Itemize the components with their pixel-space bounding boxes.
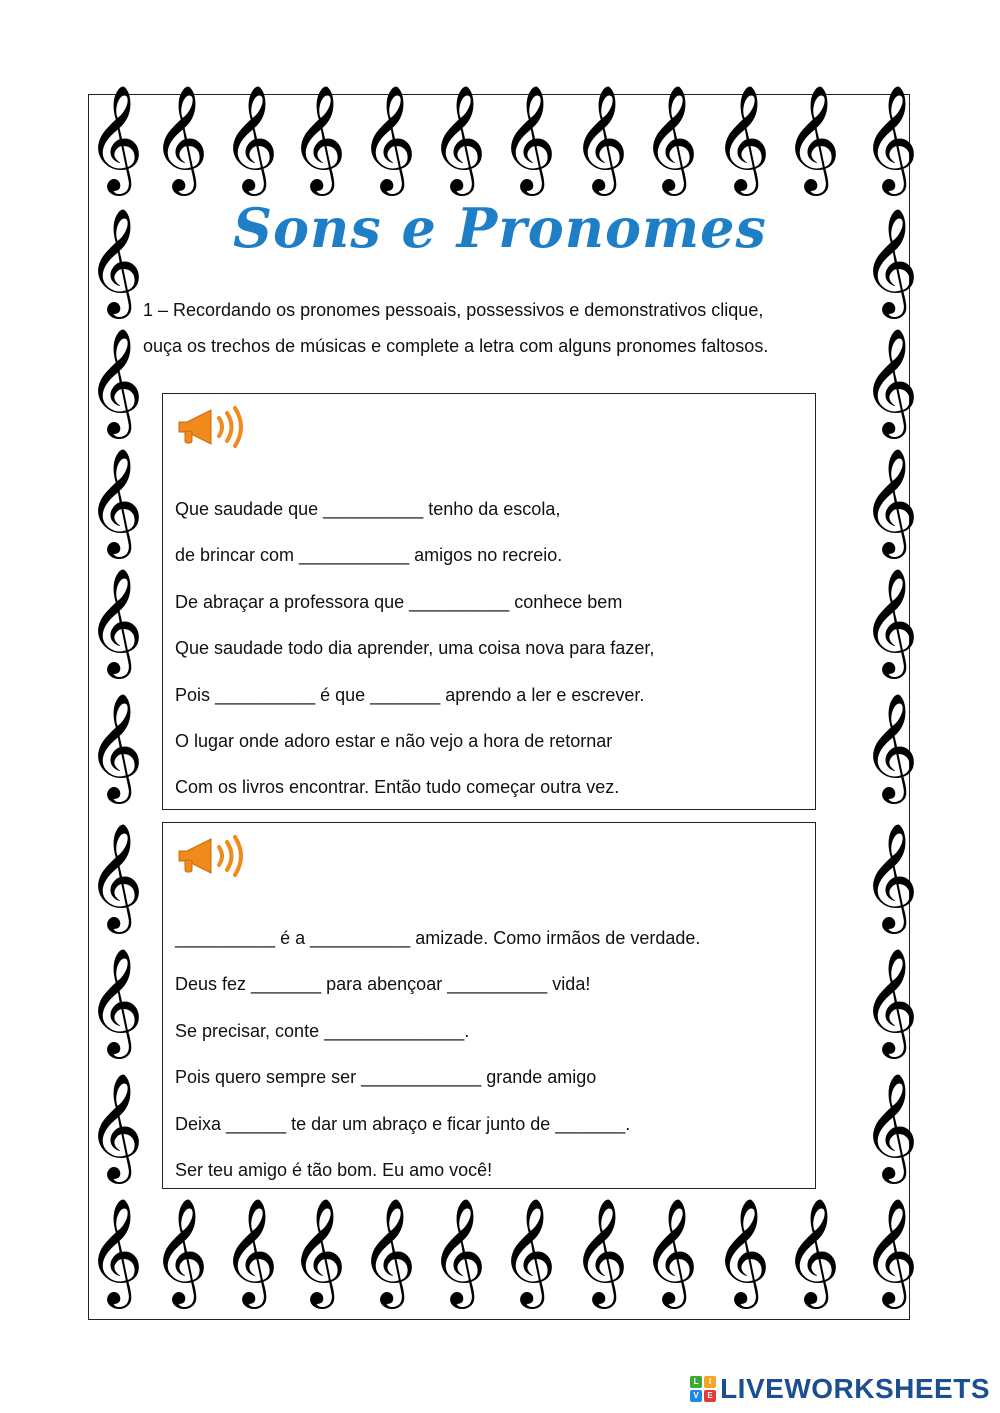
treble-clef-icon: 𝄞 bbox=[641, 1197, 699, 1304]
treble-clef-icon: 𝄞 bbox=[86, 207, 144, 314]
treble-clef-icon: 𝄞 bbox=[86, 1197, 144, 1304]
brand-watermark bbox=[690, 1373, 990, 1405]
brand-logo-icon bbox=[690, 1376, 716, 1402]
treble-clef-icon: 𝄞 bbox=[861, 822, 919, 929]
instructions bbox=[143, 292, 863, 364]
lyric-line[interactable]: Pois __________ é que _______ aprendo a ler e escrever. bbox=[175, 684, 645, 705]
treble-clef-icon: 𝄞 bbox=[86, 1072, 144, 1179]
lyric-line: Que saudade todo dia aprender, uma coisa nova para fazer, bbox=[175, 638, 655, 659]
treble-clef-icon: 𝄞 bbox=[86, 84, 144, 191]
treble-clef-icon: 𝄞 bbox=[151, 84, 209, 191]
treble-clef-icon: 𝄞 bbox=[861, 327, 919, 434]
treble-clef-icon: 𝄞 bbox=[86, 692, 144, 799]
lyric-line: Com os livros encontrar. Então tudo começar outra vez. bbox=[175, 777, 620, 798]
lyric-line: O lugar onde adoro estar e não vejo a hora de retornar bbox=[175, 731, 613, 752]
logo-letter: L bbox=[690, 1376, 702, 1388]
treble-clef-icon: 𝄞 bbox=[571, 1197, 629, 1304]
logo-letter: E bbox=[704, 1390, 716, 1402]
logo-letter: I bbox=[704, 1376, 716, 1388]
lyric-line[interactable]: De abraçar a professora que __________ conhece bem bbox=[175, 591, 623, 612]
treble-clef-icon: 𝄞 bbox=[783, 1197, 841, 1304]
lyric-line[interactable]: Deus fez _______ para abençoar __________ vida! bbox=[175, 974, 591, 995]
treble-clef-icon: 𝄞 bbox=[861, 84, 919, 191]
lyric-line[interactable]: Se precisar, conte ______________. bbox=[175, 1020, 470, 1041]
treble-clef-icon: 𝄞 bbox=[861, 947, 919, 1054]
treble-clef-icon: 𝄞 bbox=[359, 84, 417, 191]
treble-clef-icon: 𝄞 bbox=[861, 207, 919, 314]
treble-clef-icon: 𝄞 bbox=[713, 1197, 771, 1304]
lyric-line[interactable]: Que saudade que __________ tenho da escola, bbox=[175, 499, 561, 519]
treble-clef-icon: 𝄞 bbox=[86, 567, 144, 674]
treble-clef-icon: 𝄞 bbox=[861, 1197, 919, 1304]
treble-clef-icon: 𝄞 bbox=[641, 84, 699, 191]
treble-clef-icon: 𝄞 bbox=[86, 327, 144, 434]
instructions-line: ouça os trechos de músicas e complete a letra com alguns pronomes faltosos. bbox=[143, 336, 769, 356]
treble-clef-icon: 𝄞 bbox=[289, 1197, 347, 1304]
song-1-lyrics bbox=[175, 486, 654, 811]
treble-clef-icon: 𝄞 bbox=[429, 1197, 487, 1304]
song-2-lyrics bbox=[175, 915, 700, 1193]
treble-clef-icon: 𝄞 bbox=[783, 84, 841, 191]
treble-clef-icon: 𝄞 bbox=[861, 692, 919, 799]
treble-clef-icon: 𝄞 bbox=[713, 84, 771, 191]
treble-clef-icon: 𝄞 bbox=[499, 84, 557, 191]
treble-clef-icon: 𝄞 bbox=[861, 447, 919, 554]
treble-clef-icon: 𝄞 bbox=[429, 84, 487, 191]
treble-clef-icon: 𝄞 bbox=[221, 84, 279, 191]
treble-clef-icon: 𝄞 bbox=[861, 567, 919, 674]
treble-clef-icon: 𝄞 bbox=[359, 1197, 417, 1304]
page-title: Sons e Pronomes bbox=[233, 196, 767, 260]
treble-clef-icon: 𝄞 bbox=[289, 84, 347, 191]
treble-clef-icon: 𝄞 bbox=[86, 822, 144, 929]
treble-clef-icon: 𝄞 bbox=[499, 1197, 557, 1304]
treble-clef-icon: 𝄞 bbox=[571, 84, 629, 191]
treble-clef-icon: 𝄞 bbox=[151, 1197, 209, 1304]
megaphone-icon[interactable] bbox=[175, 402, 255, 452]
lyric-line[interactable]: Pois quero sempre ser ____________ grande amigo bbox=[175, 1067, 597, 1088]
treble-clef-icon: 𝄞 bbox=[861, 1072, 919, 1179]
logo-letter: V bbox=[690, 1390, 702, 1402]
lyric-line: Ser teu amigo é tão bom. Eu amo você! bbox=[175, 1160, 493, 1181]
treble-clef-icon: 𝄞 bbox=[86, 947, 144, 1054]
instructions-line: 1 – Recordando os pronomes pessoais, possessivos e demonstrativos clique, bbox=[143, 300, 764, 320]
song-box-2 bbox=[162, 822, 816, 1189]
treble-clef-icon: 𝄞 bbox=[221, 1197, 279, 1304]
lyric-line[interactable]: Deixa ______ te dar um abraço e ficar junto de _______. bbox=[175, 1113, 631, 1134]
treble-clef-icon: 𝄞 bbox=[86, 447, 144, 554]
lyric-line[interactable]: __________ é a __________ amizade. Como irmãos de verdade. bbox=[175, 928, 701, 948]
megaphone-icon[interactable] bbox=[175, 831, 255, 881]
lyric-line[interactable]: de brincar com ___________ amigos no recreio. bbox=[175, 545, 563, 566]
brand-name: LIVEWORKSHEETS bbox=[720, 1373, 990, 1404]
song-box-1 bbox=[162, 393, 816, 810]
